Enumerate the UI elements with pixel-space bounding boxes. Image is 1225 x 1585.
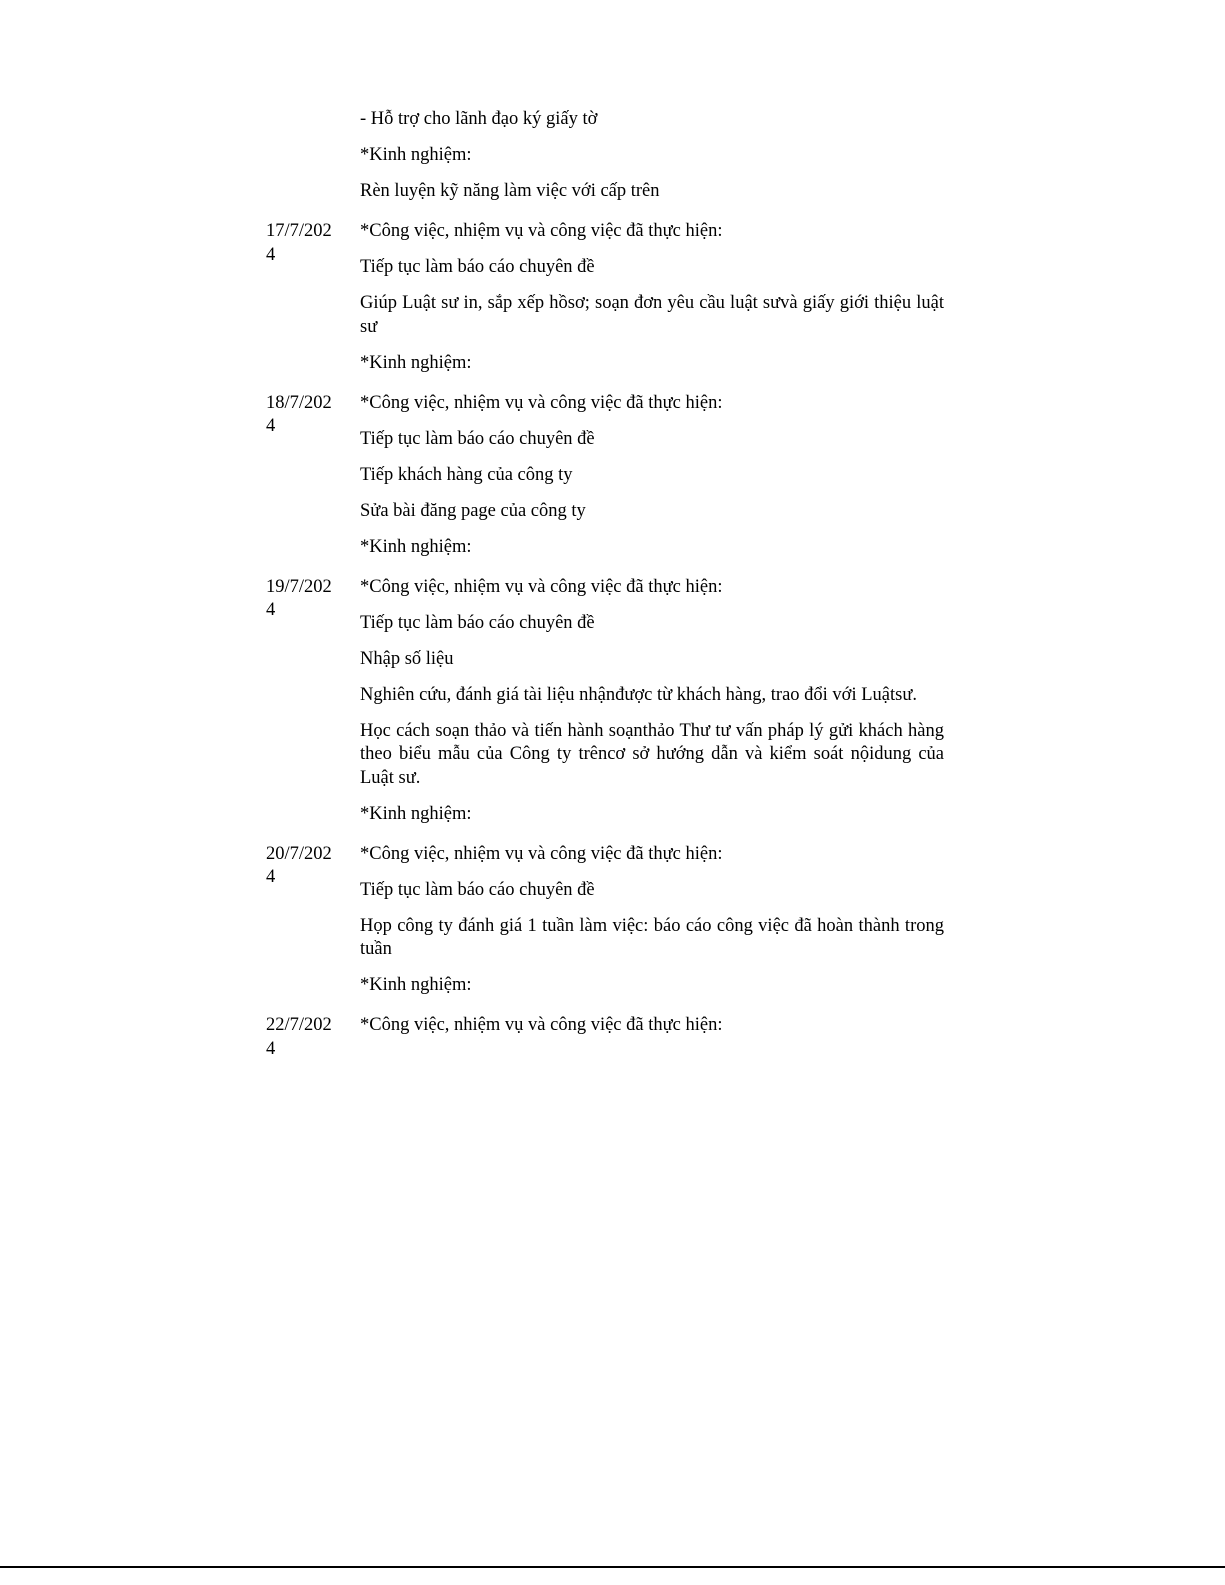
- entry-line: Tiếp tục làm báo cáo chuyên đề: [360, 257, 595, 277]
- entry-line: Tiếp tục làm báo cáo chuyên đề: [360, 612, 595, 633]
- experience-heading: *Kinh nghiệm:: [360, 803, 472, 824]
- diary-entry: [266, 104, 946, 216]
- diary-entry: [266, 216, 946, 388]
- entry-line: Họp công ty đánh giá 1 tuần làm việc: báo cáo công việc đã hoàn thành trong tuần: [360, 915, 944, 959]
- entry-date: 22/7/2024: [266, 1015, 332, 1059]
- experience-heading: *Kinh nghiệm:: [360, 536, 472, 557]
- tasks-heading: *Công việc, nhiệm vụ và công việc đã thực hiện:: [360, 221, 723, 241]
- experience-heading: *Kinh nghiệm:: [360, 975, 472, 995]
- entry-date: 17/7/2024: [266, 221, 332, 265]
- page-bottom-divider: [0, 1566, 1225, 1568]
- tasks-heading: *Công việc, nhiệm vụ và công việc đã thực hiện:: [360, 843, 723, 864]
- tasks-heading: *Công việc, nhiệm vụ và công việc đã thực hiện:: [360, 576, 723, 597]
- entry-date-cell: [266, 388, 360, 439]
- entry-line: Rèn luyện kỹ năng làm việc với cấp trên: [360, 181, 660, 201]
- entry-date: 18/7/2024: [266, 392, 332, 436]
- entry-line: Nghiên cứu, đánh giá tài liệu nhậnđược từ khách hàng, trao đổi với Luậtsư.: [360, 684, 917, 705]
- entry-tasks-cell: [360, 839, 944, 1011]
- entry-line: Học cách soạn thảo và tiến hành soạnthảo Thư tư vấn pháp lý gửi khách hàng theo biểu mẫu của Công ty trêncơ sở hướng dẫn và kiểm soát nộidung của Luật sư.: [360, 720, 944, 788]
- diary-entry: [266, 388, 946, 572]
- entry-tasks-cell: [360, 572, 944, 839]
- entry-line: Nhập số liệu: [360, 648, 454, 669]
- diary-entry: [266, 572, 946, 839]
- entry-line: - Hỗ trợ cho lãnh đạo ký giấy tờ: [360, 109, 598, 129]
- entry-line: Tiếp tục làm báo cáo chuyên đề: [360, 879, 595, 900]
- entry-date: 20/7/2024: [266, 843, 332, 887]
- tasks-heading: *Công việc, nhiệm vụ và công việc đã thực hiện:: [360, 1015, 723, 1035]
- entry-tasks-cell: [360, 388, 944, 572]
- entry-date-cell: [266, 572, 360, 623]
- entry-tasks-cell: [360, 104, 944, 216]
- entry-tasks-cell: [360, 1010, 944, 1050]
- experience-heading: *Kinh nghiệm:: [360, 352, 472, 373]
- entry-line: Tiếp khách hàng của công ty: [360, 464, 573, 485]
- diary-entry: [266, 839, 946, 1011]
- entry-date-cell: [266, 216, 360, 267]
- entry-date-cell: [266, 1010, 360, 1061]
- diary-entry: [266, 1010, 946, 1061]
- experience-heading: *Kinh nghiệm:: [360, 145, 472, 165]
- entry-date: 19/7/2024: [266, 576, 332, 620]
- entry-date-cell: [266, 104, 360, 108]
- tasks-heading: *Công việc, nhiệm vụ và công việc đã thực hiện:: [360, 392, 723, 413]
- entry-date-cell: [266, 839, 360, 890]
- entry-line: Tiếp tục làm báo cáo chuyên đề: [360, 428, 595, 449]
- entry-line: Giúp Luật sư in, sắp xếp hồsơ; soạn đơn yêu cầu luật sưvà giấy giới thiệu luật sư: [360, 293, 944, 337]
- entry-line: Sửa bài đăng page của công ty: [360, 500, 586, 521]
- diary-table: [266, 104, 946, 1061]
- entry-tasks-cell: [360, 216, 944, 388]
